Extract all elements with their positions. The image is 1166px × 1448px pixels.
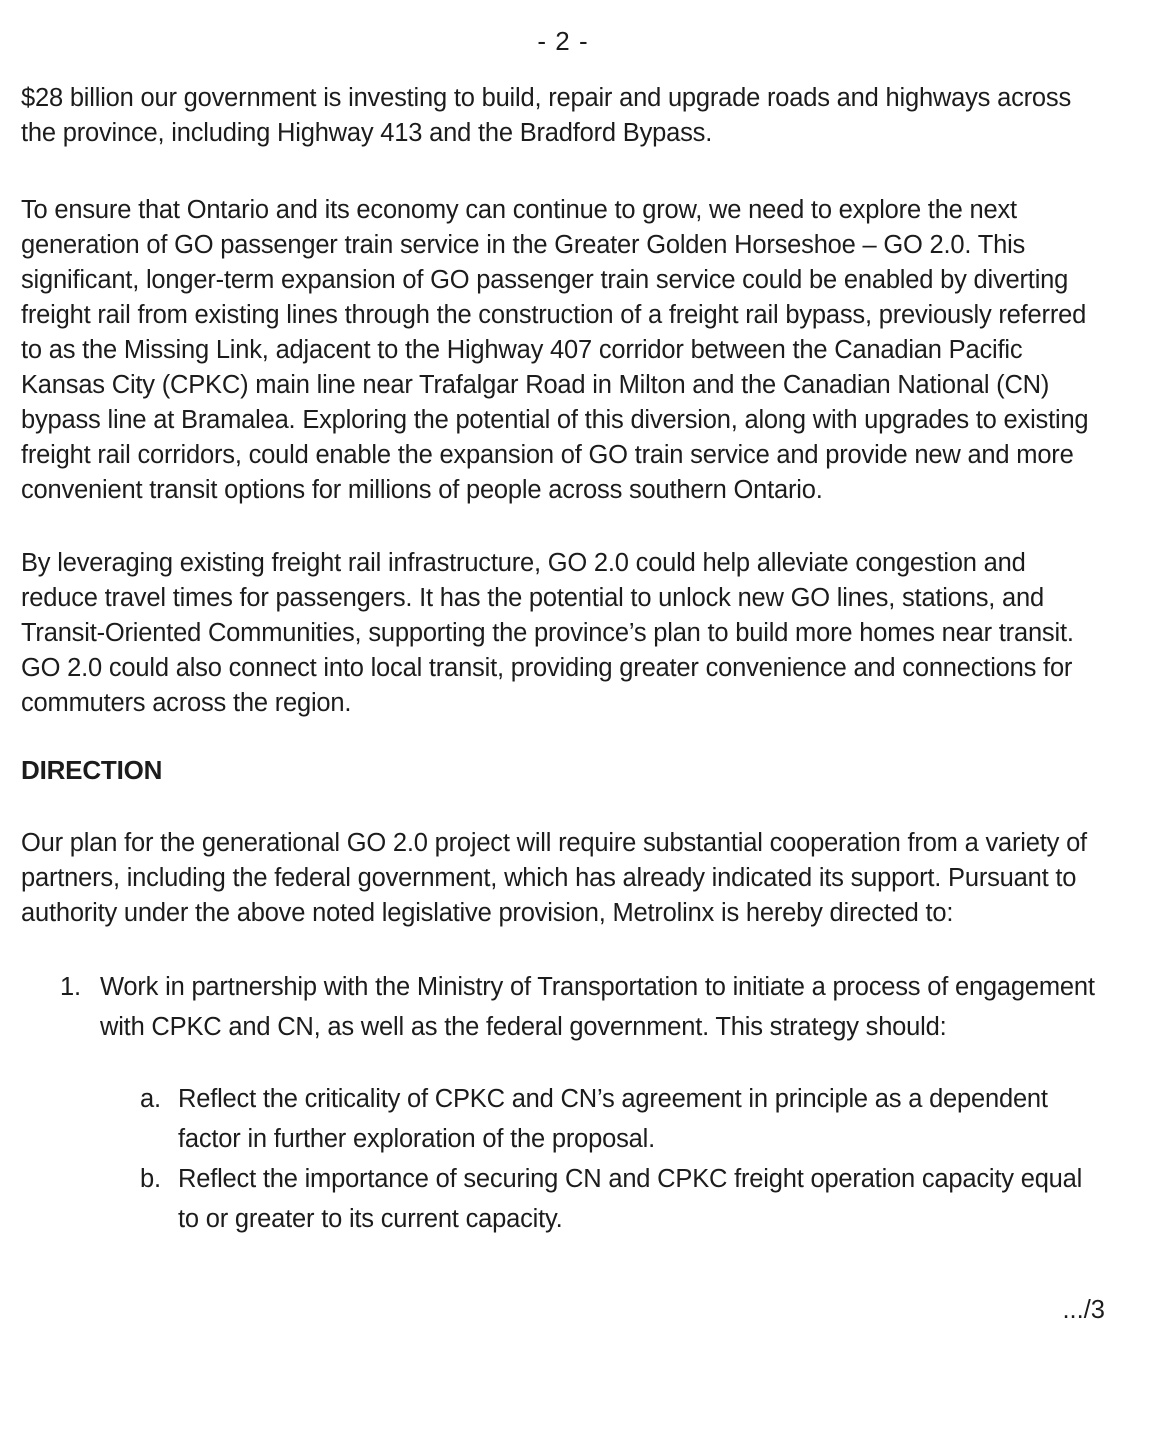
paragraph-direction-intro: Our plan for the generational GO 2.0 project will require substantial cooperation from a variety of partners, including the federal government, which has already indicated its support. Pursuant to authority under the above noted legislative provision, Metrolinx is hereby directed to: (21, 829, 1087, 927)
document-page (0, 26, 1166, 1448)
list-item-1b (140, 1159, 1105, 1239)
list-item-1 (60, 967, 1105, 1047)
section-heading-direction: DIRECTION (21, 755, 163, 785)
paragraph-investment: $28 billion our government is investing to build, repair and upgrade roads and highways across the province, including Highway 413 and the Bradford Bypass. (21, 84, 1072, 147)
page-number: - 2 - (537, 26, 589, 56)
directive-list (21, 967, 1105, 1239)
list-item-1a-text: Reflect the criticality of CPKC and CN’s agreement in principle as a dependent factor in further exploration of the proposal. (178, 1085, 1048, 1153)
list-item-1-text: Work in partnership with the Ministry of Transportation to initiate a process of engagement with CPKC and CN, as well as the federal government. This strategy should: (100, 973, 1095, 1041)
list-item-1-marker: 1. (60, 973, 81, 1001)
list-item-1b-text: Reflect the importance of securing CN and CPKC freight operation capacity equal to or greater to its current capacity. (178, 1165, 1083, 1233)
paragraph-go2-benefits: By leveraging existing freight rail infrastructure, GO 2.0 could help alleviate congestion and reduce travel times for passengers. It has the potential to unlock new GO lines, stations, and Transit-Oriented Communities, supporting the province’s plan to build more homes near transit. GO 2.0 could also connect into local transit, providing greater convenience and connections for commuters across the region. (21, 549, 1074, 717)
list-item-1a (140, 1079, 1105, 1159)
continuation-mark: .../3 (1062, 1296, 1105, 1324)
paragraph-go2-overview: To ensure that Ontario and its economy can continue to grow, we need to explore the next generation of GO passenger train service in the Greater Golden Horseshoe – GO 2.0. This significant, longer-term expansion of GO passenger train service could be enabled by diverting freight rail from existing lines through the construction of a freight rail bypass, previously referred to as the Missing Link, adjacent to the Highway 407 corridor between the Canadian Pacific Kansas City (CPKC) main line near Trafalgar Road in Milton and the Canadian National (CN) bypass line at Bramalea. Exploring the potential of this diversion, along with upgrades to existing freight rail corridors, could enable the expansion of GO train service and provide new and more convenient transit options for millions of people across southern Ontario. (21, 196, 1089, 504)
list-item-1a-marker: a. (140, 1085, 161, 1113)
list-item-1b-marker: b. (140, 1165, 161, 1193)
